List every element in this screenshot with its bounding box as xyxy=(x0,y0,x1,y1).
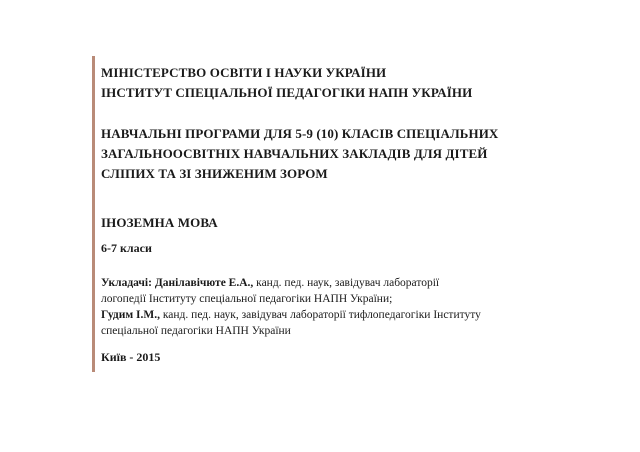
title-line-1: НАВЧАЛЬНІ ПРОГРАМИ ДЛЯ 5-9 (10) КЛАСІВ СПЕЦІАЛЬНИХ xyxy=(101,126,499,141)
compiler-1-position: канд. пед. наук, завідувач лабораторії xyxy=(253,277,440,289)
title-line-2: ЗАГАЛЬНООСВІТНІХ НАВЧАЛЬНИХ ЗАКЛАДІВ ДЛЯ ДІТЕЙ xyxy=(101,146,488,161)
compiler-2-name: Гудим І.М., xyxy=(101,309,161,321)
grades-label: 6-7 класи xyxy=(101,241,152,255)
compilers-label: Укладачі: xyxy=(101,277,152,289)
institute-name: ІНСТИТУТ СПЕЦІАЛЬНОЇ ПЕДАГОГІКИ НАПН УКРАЇНИ xyxy=(101,85,473,100)
compiler-1-name: Данілавічюте Е.А., xyxy=(154,277,254,289)
subject-title: ІНОЗЕМНА МОВА xyxy=(101,215,218,230)
compiler-2-line-2: спеціальної педагогіки НАПН України xyxy=(101,325,291,337)
compilers-block xyxy=(101,275,571,339)
title-line-3: СЛІПИХ ТА ЗІ ЗНИЖЕНИМ ЗОРОМ xyxy=(101,166,328,181)
document-title xyxy=(101,124,498,184)
left-accent-rule xyxy=(92,56,95,372)
compiler-2-position: канд. пед. наук, завідувач лабораторії тифлопедагогіки Інституту xyxy=(160,309,481,321)
ministry-name: МІНІСТЕРСТВО ОСВІТИ І НАУКИ УКРАЇНИ xyxy=(101,65,387,80)
compiler-2-line-1 xyxy=(101,307,571,323)
compiler-1-line-2: логопедії Інституту спеціальної педагогіки НАПН України; xyxy=(101,293,393,305)
issuing-organization xyxy=(101,63,472,103)
city-year: Київ - 2015 xyxy=(101,350,161,364)
compiler-1-line-1 xyxy=(101,275,571,291)
